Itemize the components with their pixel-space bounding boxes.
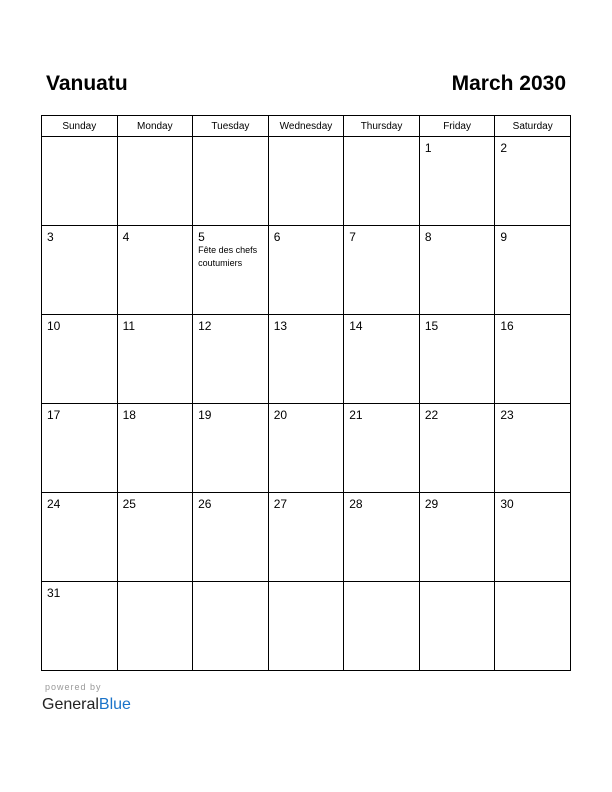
day-cell <box>117 315 193 404</box>
day-cell <box>42 315 118 404</box>
day-number: 1 <box>424 141 432 155</box>
day-number <box>420 582 495 586</box>
day-cell <box>495 404 571 493</box>
day-number: 21 <box>349 408 363 422</box>
generalblue-logo[interactable] <box>42 695 131 715</box>
day-cell <box>495 315 571 404</box>
day-cell <box>193 315 269 404</box>
powered-by-text: powered by <box>45 682 102 692</box>
week-row <box>42 404 571 493</box>
weekday-header: Wednesday <box>268 116 344 137</box>
day-cell <box>42 493 118 582</box>
day-cell <box>419 493 495 582</box>
day-cell <box>419 582 495 671</box>
day-cell <box>344 226 420 315</box>
day-cell <box>344 404 420 493</box>
day-cell <box>268 315 344 404</box>
day-number: 20 <box>273 408 288 422</box>
weekday-header-row <box>42 116 571 137</box>
day-number: 29 <box>424 497 439 511</box>
holiday-event: Fête des chefs coutumiers <box>198 245 258 268</box>
day-number: 22 <box>424 408 439 422</box>
country-title: Vanuatu <box>46 72 128 95</box>
day-number: 2 <box>500 141 508 155</box>
day-number <box>118 137 193 141</box>
day-cell <box>42 137 118 226</box>
day-cell <box>42 582 118 671</box>
weekday-header: Friday <box>419 116 495 137</box>
day-number: 10 <box>47 319 61 333</box>
logo-general-text: General <box>42 696 99 713</box>
day-number: 11 <box>122 319 136 333</box>
day-number: 14 <box>349 319 363 333</box>
day-cell <box>344 493 420 582</box>
day-cell <box>495 582 571 671</box>
day-cell <box>344 137 420 226</box>
day-cell <box>419 226 495 315</box>
week-row <box>42 582 571 671</box>
day-cell <box>117 137 193 226</box>
day-cell <box>42 226 118 315</box>
day-cell <box>495 226 571 315</box>
logo-blue-text: Blue <box>98 696 131 713</box>
day-cell <box>193 582 269 671</box>
day-cell <box>268 404 344 493</box>
month-year-title: March 2030 <box>451 72 566 95</box>
day-number <box>269 137 344 141</box>
day-cell <box>495 493 571 582</box>
day-cell <box>117 404 193 493</box>
day-number: 24 <box>47 497 61 511</box>
day-number: 17 <box>47 408 61 422</box>
day-cell <box>419 315 495 404</box>
day-number <box>495 582 570 586</box>
day-number: 4 <box>122 230 130 244</box>
day-number <box>42 137 117 141</box>
day-number: 15 <box>424 319 439 333</box>
day-cell <box>193 493 269 582</box>
day-cell <box>419 404 495 493</box>
day-cell <box>42 404 118 493</box>
day-cell <box>117 493 193 582</box>
day-number: 12 <box>198 319 212 333</box>
day-cell <box>193 137 269 226</box>
calendar-grid <box>41 115 571 671</box>
day-number <box>344 582 419 586</box>
week-row <box>42 226 571 315</box>
day-cell <box>193 404 269 493</box>
week-row <box>42 315 571 404</box>
day-number: 9 <box>500 230 508 244</box>
weekday-header: Tuesday <box>193 116 269 137</box>
weekday-header: Sunday <box>42 116 118 137</box>
day-number <box>118 582 193 586</box>
day-cell <box>344 582 420 671</box>
day-number <box>344 137 419 141</box>
weekday-header: Saturday <box>495 116 571 137</box>
day-number: 23 <box>500 408 514 422</box>
day-cell <box>268 582 344 671</box>
day-number: 31 <box>47 586 61 600</box>
day-number: 18 <box>122 408 136 422</box>
day-number: 13 <box>273 319 288 333</box>
day-cell <box>495 137 571 226</box>
day-number: 8 <box>424 230 432 244</box>
week-row <box>42 137 571 226</box>
day-number <box>193 137 268 141</box>
day-cell <box>117 582 193 671</box>
day-number: 5 <box>198 230 205 244</box>
day-cell <box>268 137 344 226</box>
day-number: 26 <box>198 497 212 511</box>
weekday-header: Thursday <box>344 116 420 137</box>
day-number <box>193 582 268 586</box>
day-cell <box>117 226 193 315</box>
day-number: 6 <box>273 230 281 244</box>
day-number: 28 <box>349 497 363 511</box>
week-row <box>42 493 571 582</box>
day-number: 30 <box>500 497 514 511</box>
day-number: 27 <box>273 497 288 511</box>
day-number: 16 <box>500 319 514 333</box>
day-number: 7 <box>349 230 356 244</box>
day-cell <box>344 315 420 404</box>
day-cell <box>268 226 344 315</box>
brand-footer <box>42 682 131 715</box>
day-number: 19 <box>198 408 212 422</box>
day-number <box>269 582 344 586</box>
weekday-header: Monday <box>117 116 193 137</box>
day-cell <box>268 493 344 582</box>
day-number: 3 <box>47 230 54 244</box>
day-cell <box>419 137 495 226</box>
day-cell <box>193 226 269 315</box>
day-number: 25 <box>122 497 136 511</box>
